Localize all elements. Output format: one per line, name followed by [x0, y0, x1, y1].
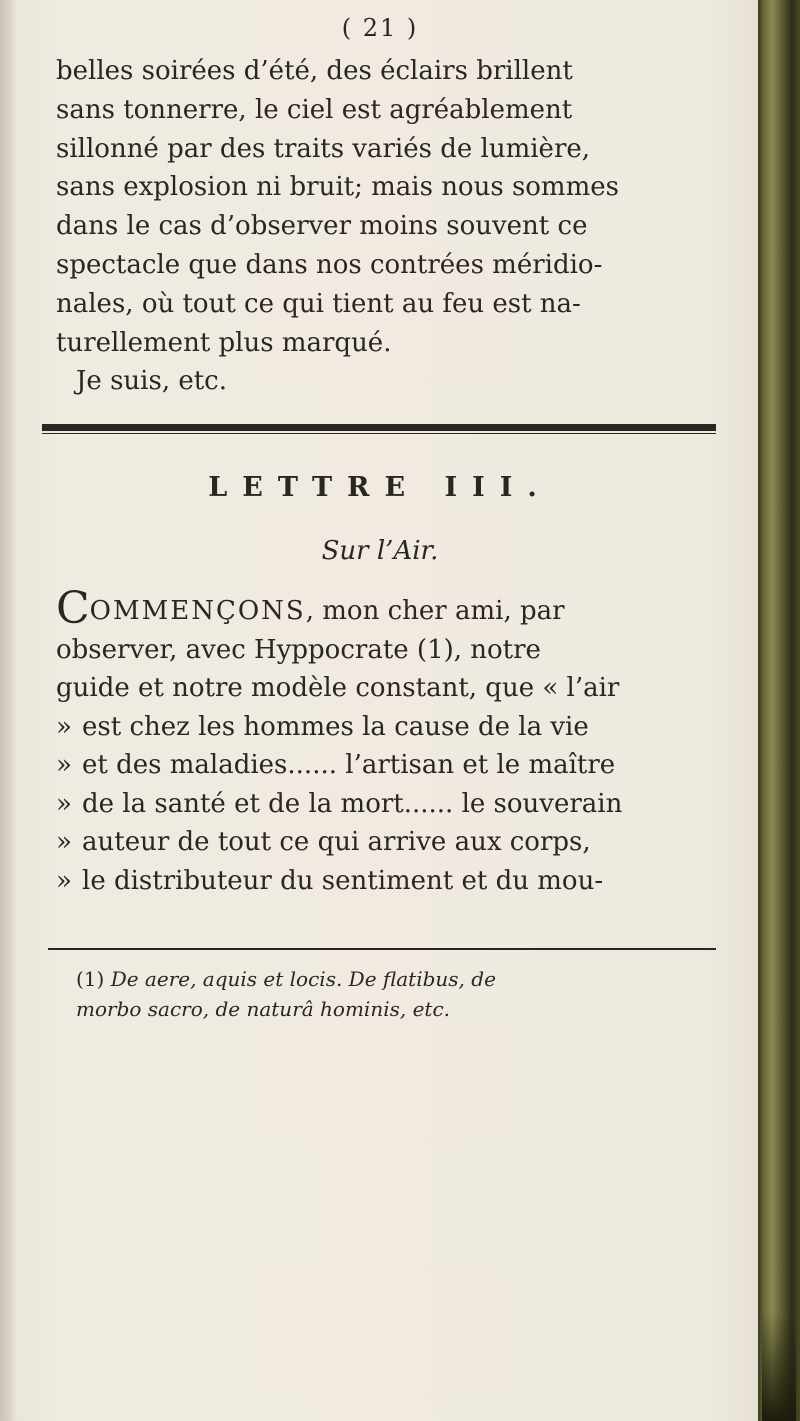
letter-text [56, 583, 716, 900]
text-line [56, 708, 716, 747]
footnote [76, 964, 716, 1024]
quote-mark: » [56, 750, 72, 780]
text-line [56, 583, 716, 634]
first-word: OMMENÇONS [89, 596, 306, 626]
text-line: sans tonnerre, le ciel est agréablement [56, 94, 573, 125]
section-divider-thin [42, 433, 716, 434]
footnote-divider [48, 948, 716, 950]
text-line: dans le cas d’observer moins souvent ce [56, 211, 588, 242]
text-line [56, 823, 716, 862]
quote-mark: » [56, 711, 72, 742]
text-line: sans explosion ni bruit; mais nous sommes [56, 172, 619, 203]
quoted-text: auteur de tout ce qui arrive aux corps, [82, 827, 591, 857]
first-line-rest: , mon cher ami, par [305, 596, 565, 626]
page-left-edge [0, 0, 16, 1421]
text-line: observer, avec Hyppocrate (1), notre [56, 634, 541, 665]
quoted-text: et des maladies...... l’artisan et le maître [82, 750, 616, 780]
book-binding-edge [758, 0, 800, 1421]
letter-heading: LETTRE III. [208, 472, 552, 503]
quote-mark: » [56, 827, 72, 857]
text-line: turellement plus marqué. [56, 327, 392, 358]
footnote-line [76, 964, 716, 994]
footnote-text: morbo sacro, de naturâ hominis, etc. [76, 997, 451, 1021]
text-line: guide et notre modèle constant, que « l’air [56, 673, 620, 703]
letter-subtitle: Sur l’Air. [321, 536, 439, 566]
text-line: spectacle que dans nos contrées méridio- [56, 249, 603, 280]
page-number: ( 21 ) [341, 14, 419, 42]
quote-mark: » [56, 788, 72, 819]
text-line [56, 785, 716, 824]
footnote-line [76, 994, 716, 1024]
section-divider [42, 424, 716, 431]
text-line: nales, où tout ce qui tient au feu est na- [56, 288, 581, 319]
drop-cap: C [56, 583, 90, 634]
quote-mark: » [56, 865, 72, 896]
quoted-text: le distributeur du sentiment et du mou- [82, 865, 604, 896]
quoted-text: de la santé et de la mort...... le souverain [82, 788, 623, 819]
closing-line: Je suis, etc. [76, 366, 228, 397]
footnote-text: De aere, aquis et locis. De flatibus, de [110, 967, 496, 991]
text-line: belles soirées d’été, des éclairs brillent [56, 56, 573, 86]
quoted-text: est chez les hommes la cause de la vie [82, 711, 589, 742]
text-line [56, 746, 716, 785]
footnote-marker: (1) [76, 967, 105, 991]
text-line: sillonné par des traits variés de lumière, [56, 133, 591, 164]
text-line [56, 862, 716, 901]
continued-text [56, 52, 716, 401]
